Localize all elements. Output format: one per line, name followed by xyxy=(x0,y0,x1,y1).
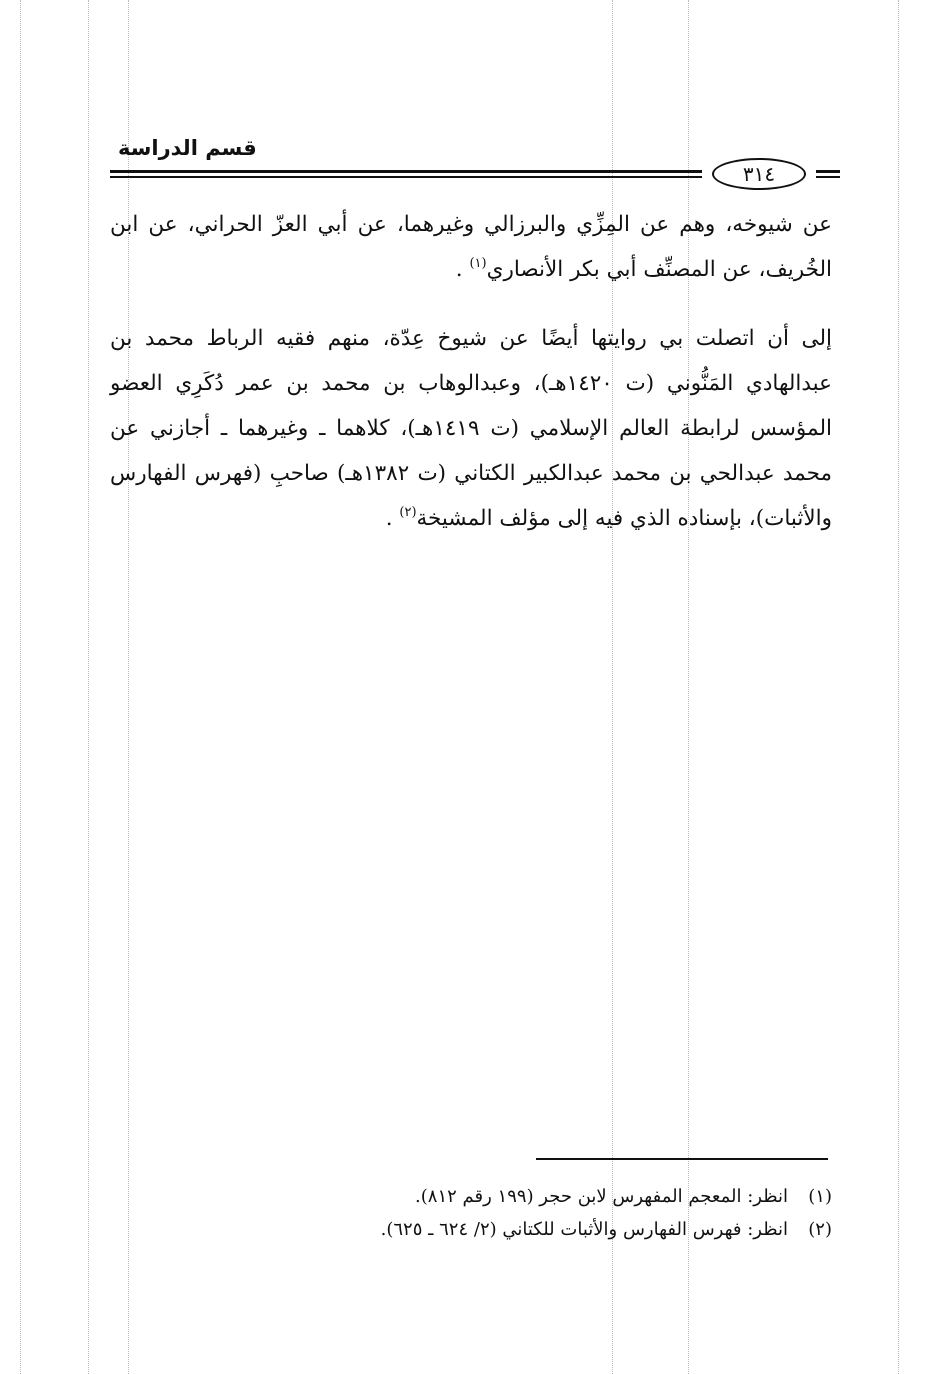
footnote-text: انظر: فهرس الفهارس والأثبات للكتاني (٢/ ٦٢٤ ـ ٦٢٥). xyxy=(380,1219,788,1240)
scan-artifact xyxy=(898,0,899,1374)
footnotes xyxy=(110,1180,832,1246)
scan-artifact xyxy=(20,0,21,1374)
header-rule xyxy=(110,176,702,178)
paragraph-text: عن شيوخه، وهم عن المِزِّي والبرزالي وغيرهما، عن أبي العزّ الحراني، عن ابن الخُريف، عن المصنِّف أبي بكر الأنصاري xyxy=(110,212,832,282)
footnote xyxy=(110,1213,832,1246)
page-number: ٣١٤ xyxy=(712,158,806,190)
footnote-number: (١) xyxy=(808,1186,832,1207)
running-header xyxy=(110,128,840,188)
footnote-number: (٢) xyxy=(808,1219,832,1240)
header-rule xyxy=(110,170,702,173)
paragraph-text: إلى أن اتصلت بي روايتها أيضًا عن شيوخ عِدّة، منهم فقيه الرباط محمد بن عبدالهادي المَنُّوني (ت ١٤٢٠هـ)، وعبدالوهاب بن محمد بن عمر دُكَرِي العضو المؤسس لرابطة العالم الإسلامي (ت ١٤١٩هـ)، كلاهما ـ وغيرهما ـ أجازني عن محمد عبدالحي بن محمد عبدالكبير الكتاني (ت ١٣٨٢هـ) صاحبِ (فهرس الفهارس والأثبات)، بإسناده الذي فيه إلى مؤلف المشيخة xyxy=(110,326,832,531)
main-text xyxy=(110,202,832,541)
footnote-marker: (٢) xyxy=(399,505,417,520)
footnote-separator xyxy=(536,1158,828,1160)
header-rule-short xyxy=(816,176,840,178)
footnote-marker: (١) xyxy=(469,256,487,271)
section-title: قسم الدراسة xyxy=(118,136,257,160)
footnote xyxy=(110,1180,832,1213)
paragraph-end: . xyxy=(455,257,470,282)
scan-artifact xyxy=(88,0,89,1374)
header-rule-short xyxy=(816,170,840,173)
paragraph xyxy=(110,202,832,292)
footnote-text: انظر: المعجم المفهرس لابن حجر (١٩٩ رقم ٨١٢). xyxy=(415,1186,788,1207)
paragraph xyxy=(110,316,832,541)
paragraph-end: . xyxy=(385,506,400,531)
